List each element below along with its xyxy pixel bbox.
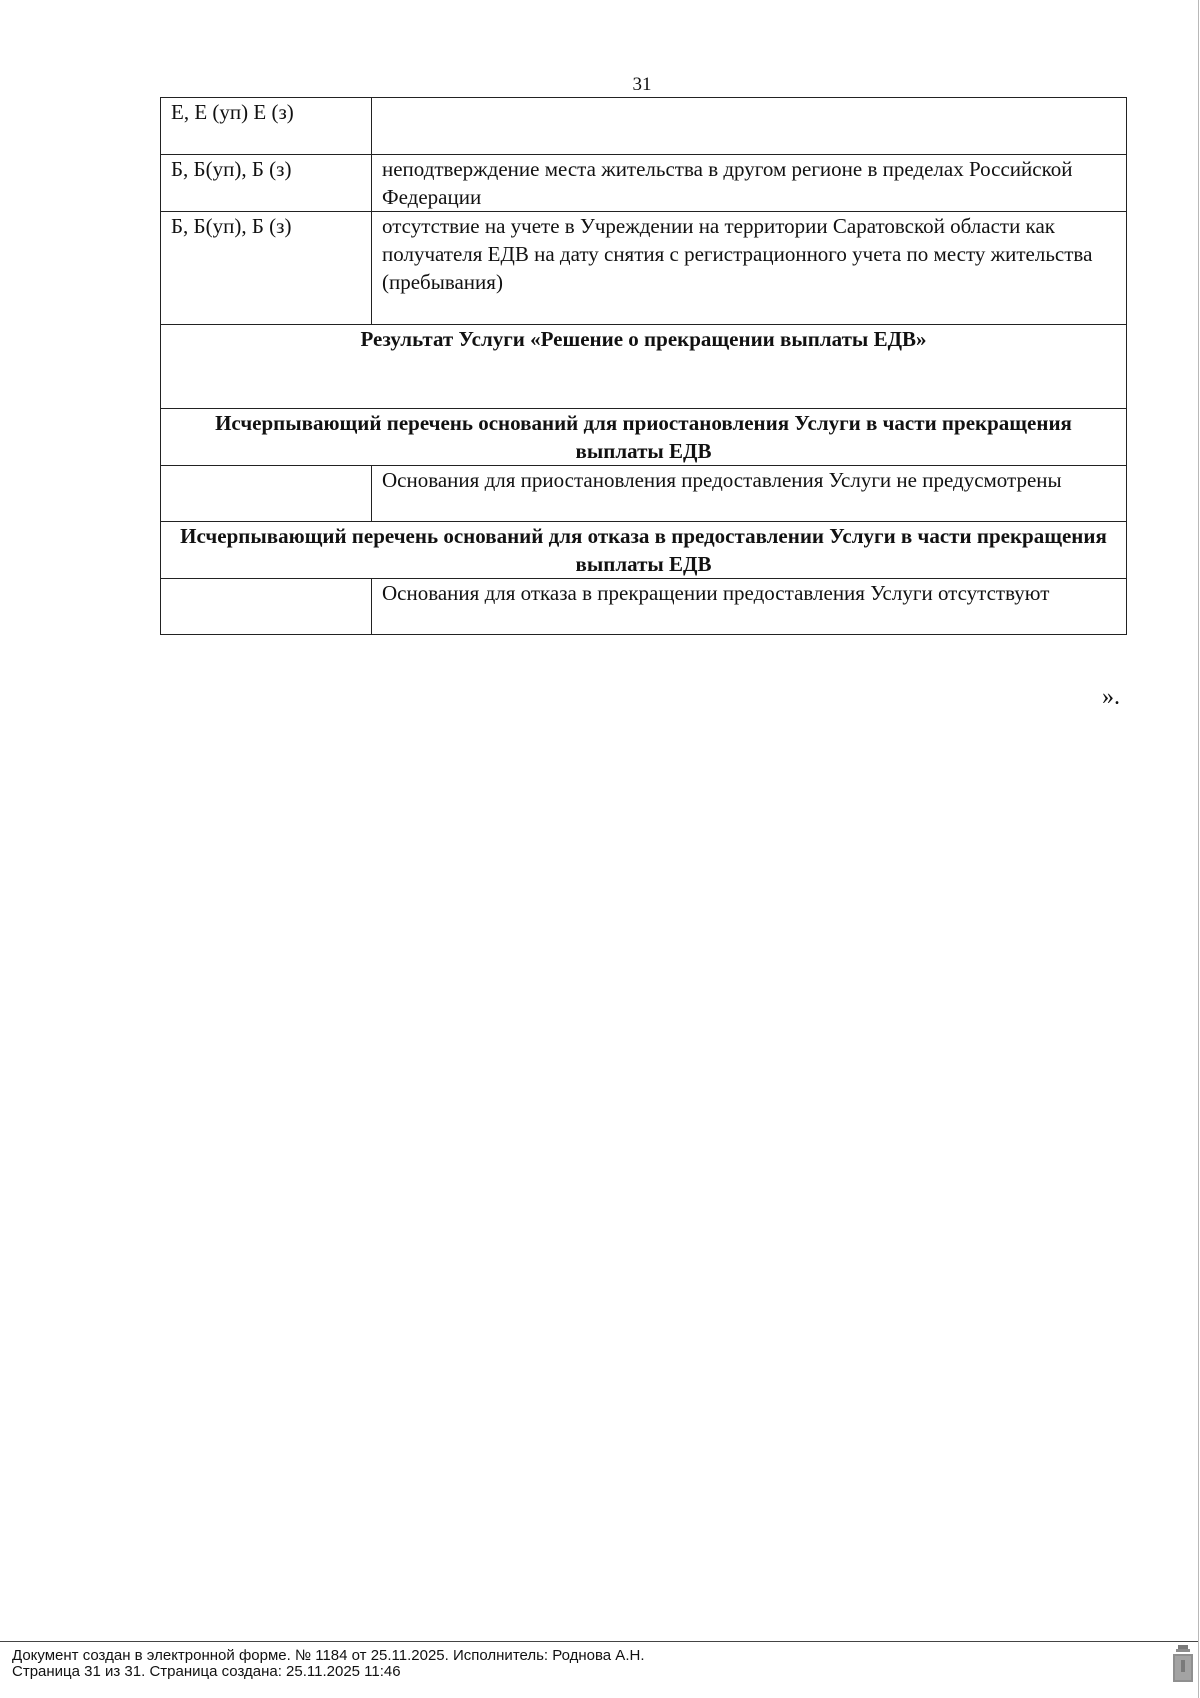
text-cell: отсутствие на учете в Учреждении на территории Саратовской области как получателя ЕДВ на дату снятия с регистрационного учета по месту жительства (пребывания) xyxy=(372,212,1127,325)
footer-divider xyxy=(0,1641,1198,1642)
table-row xyxy=(161,155,1127,212)
code-cell xyxy=(161,466,372,522)
suspension-heading: Исчерпывающий перечень оснований для приостановления Услуги в части прекращения выплаты ЕДВ xyxy=(161,409,1127,466)
page-edge-rule xyxy=(1198,0,1199,1698)
code-cell: Б, Б(уп), Б (з) xyxy=(161,212,372,325)
text-cell: Основания для приостановления предоставления Услуги не предусмотрены xyxy=(372,466,1127,522)
coat-of-arms-icon xyxy=(1172,1644,1194,1684)
closing-quote-mark: ». xyxy=(1102,684,1120,710)
table-row xyxy=(161,98,1127,155)
table-row xyxy=(161,409,1127,466)
page-number: 31 xyxy=(632,74,652,95)
footer xyxy=(12,1648,644,1680)
text-cell: неподтверждение места жительства в другом регионе в пределах Российской Федерации xyxy=(372,155,1127,212)
refusal-heading: Исчерпывающий перечень оснований для отказа в предоставлении Услуги в части прекращения выплаты ЕДВ xyxy=(161,522,1127,579)
code-cell: Б, Б(уп), Б (з) xyxy=(161,155,372,212)
table-row xyxy=(161,579,1127,635)
code-cell: Е, Е (уп) Е (з) xyxy=(161,98,372,155)
text-cell xyxy=(372,98,1127,155)
footer-line-document: Документ создан в электронной форме. № 1184 от 25.11.2025. Исполнитель: Роднова А.Н. xyxy=(12,1647,645,1664)
grounds-table xyxy=(160,97,1127,635)
table-row xyxy=(161,522,1127,579)
table-row xyxy=(161,212,1127,325)
footer-line-page: Страница 31 из 31. Страница создана: 25.11.2025 11:46 xyxy=(12,1663,401,1680)
text-cell: Основания для отказа в прекращении предоставления Услуги отсутствуют xyxy=(372,579,1127,635)
result-heading: Результат Услуги «Решение о прекращении выплаты ЕДВ» xyxy=(161,325,1127,409)
table-row xyxy=(161,466,1127,522)
table-row xyxy=(161,325,1127,409)
code-cell xyxy=(161,579,372,635)
